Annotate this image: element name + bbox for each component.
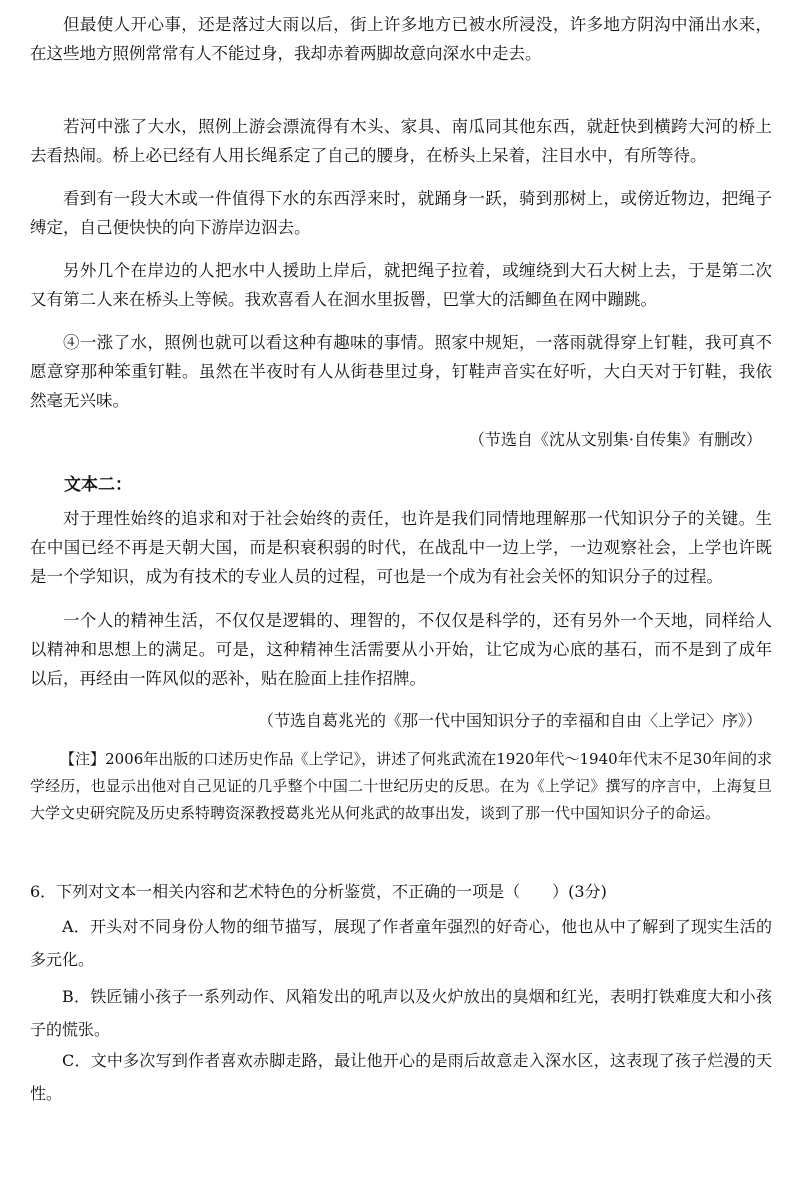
annotation-note: 【注】2006年出版的口述历史作品《上学记》，讲述了何兆武流在1920年代～1940年代末不足30年间的求学经历，也显示出他对自己见证的几乎整个中国二十世纪历史的反思。在为《上学记》撰写的序言中，上海复旦大学文史研究院及历史系特聘资深教授葛兆光从何兆武的故事出发，谈到了那一代中国知识分子的命运。: [30, 750, 772, 822]
option-c: C．文中多次写到作者喜欢赤脚走路，最让他开心的是雨后故意走入深水区，这表现了孩子烂漫的天性。: [30, 1051, 772, 1103]
option-b: B．铁匠铺小孩子一系列动作、风箱发出的吼声以及火炉放出的臭烟和红光，表明打铁难度大和小孩子的慌张。: [30, 987, 772, 1039]
text1-paragraph-2: 若河中涨了大水，照例上游会漂流得有木头、家具、南瓜同其他东西，就赶快到横跨大河的桥上去看热闹。桥上必已经有人用长绳系定了自己的腰身，在桥头上呆着，注目水中，有所等待。: [30, 117, 772, 165]
text1-source: （节选自《沈从文别集·自传集》有删改）: [468, 430, 762, 449]
question-6-stem: 6．下列对文本一相关内容和艺术特色的分析鉴赏，不正确的一项是（ ）(3分): [30, 882, 607, 901]
text2-paragraph-1: 对于理性始终的追求和对于社会始终的责任，也许是我们同情地理解那一代知识分子的关键。生在中国已经不再是天朝大国，而是积衰积弱的时代，在战乱中一边上学，一边观察社会，上学也许既是一个学知识，成为有技术的专业人员的过程，可也是一个成为有社会关怀的知识分子的过程。: [30, 509, 772, 586]
text2-source: （节选自葛兆光的《那一代中国知识分子的幸福和自由〈上学记〉序》）: [257, 711, 762, 730]
text1-paragraph-5: ④一涨了水，照例也就可以看这种有趣味的事情。照家中规矩，一落雨就得穿上钉鞋，我可真不愿意穿那种笨重钉鞋。虽然在半夜时有人从街巷里过身，钉鞋声音实在好听，大白天对于钉鞋，我依然毫无兴味。: [30, 333, 772, 410]
text1-paragraph-3: 看到有一段大木或一件值得下水的东西浮来时，就踊身一跃，骑到那树上，或傍近物边，把绳子缚定，自己便快快的向下游岸边泅去。: [30, 189, 772, 237]
option-a: A．开头对不同身份人物的细节描写，展现了作者童年强烈的好奇心，他也从中了解到了现实生活的多元化。: [30, 917, 772, 969]
text2-heading: 文本二：: [64, 475, 132, 495]
text2-paragraph-2: 一个人的精神生活，不仅仅是逻辑的、理智的，不仅仅是科学的，还有另外一个天地，同样给人以精神和思想上的满足。可是，这种精神生活需要从小开始，让它成为心底的基石，而不是到了成年以后，再经由一阵风似的恶补，贴在脸面上挂作招牌。: [30, 611, 772, 688]
text1-paragraph-4: 另外几个在岸边的人把水中人援助上岸后，就把绳子拉着，或缠绕到大石大树上去，于是第二次又有第二人来在桥头上等候。我欢喜看人在洄水里扳罾，巴掌大的活鲫鱼在网中蹦跳。: [30, 261, 772, 309]
text1-paragraph-1: 但最使人开心事，还是落过大雨以后，街上许多地方已被水所浸没，许多地方阴沟中涌出水来，在这些地方照例常常有人不能过身，我却赤着两脚故意向深水中走去。: [30, 15, 772, 63]
